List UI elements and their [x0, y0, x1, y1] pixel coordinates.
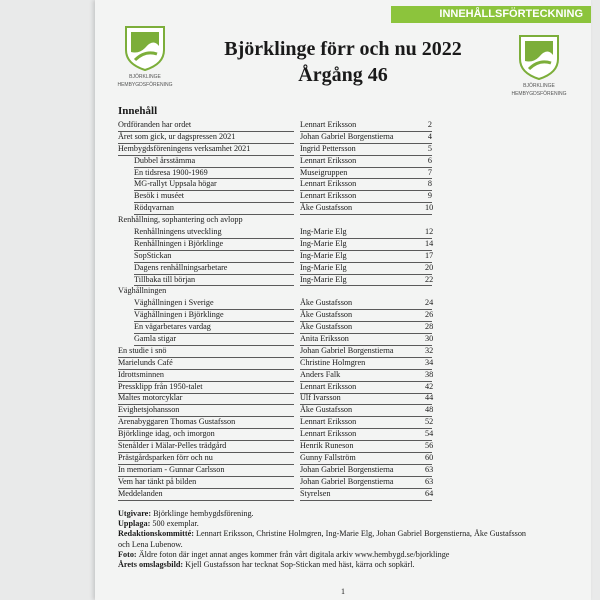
toc-entry-author: Johan Gabriel Borgenstierna — [300, 464, 425, 477]
toc-entry-page: 10 — [425, 202, 432, 215]
toc-entry-title: Gamla stigar — [134, 333, 294, 346]
toc-entry-page: 22 — [425, 274, 432, 287]
toc-entry-author: Ing-Marie Elg — [300, 274, 425, 287]
section-header-bar: INNEHÅLLSFÖRTECKNING — [391, 6, 591, 23]
toc-entry-page: 20 — [425, 262, 432, 275]
toc-entry — [118, 404, 538, 416]
toc-entry — [118, 178, 538, 190]
toc-entry-title: Renhållning, sophantering och avlopp — [118, 215, 243, 225]
toc-entry-author: Johan Gabriel Borgenstierna — [300, 131, 425, 144]
toc-entry — [118, 369, 538, 381]
toc-entry-title: En studie i snö — [118, 345, 294, 358]
toc-entry-title: Väghållningen i Björklinge — [134, 309, 294, 322]
toc-entry — [118, 143, 538, 155]
toc-entry-author: Lennart Eriksson — [300, 155, 425, 168]
toc-entry-title: En vägarbetares vardag — [134, 321, 294, 334]
toc-entry-page: 24 — [425, 297, 432, 310]
toc-entry-page: 8 — [425, 178, 432, 191]
toc-entry-page: 63 — [425, 476, 432, 489]
toc-entry-page: 4 — [425, 131, 432, 144]
toc-entry-page: 5 — [425, 143, 432, 156]
logo-caption-line2: HEMBYGDSFÖRENING — [117, 82, 173, 88]
toc-entry-title: Året som gick, ur dagspressen 2021 — [118, 131, 294, 144]
toc-entry-author: Ing-Marie Elg — [300, 226, 425, 239]
toc-entry-page: 42 — [425, 381, 432, 394]
toc-entry-title: Prästgårdsparken förr och nu — [118, 452, 294, 465]
toc-entry-page: 60 — [425, 452, 432, 465]
toc-entry-title: Tillbaka till början — [134, 274, 294, 287]
toc-entry — [118, 250, 538, 262]
toc-entry — [118, 345, 538, 357]
toc-entry-author: Lennart Eriksson — [300, 119, 425, 132]
toc-entry-page: 12 — [425, 226, 432, 239]
toc-entry-title: Maltes motorcyklar — [118, 392, 294, 405]
toc-entry-page: 48 — [425, 404, 432, 417]
logo-caption-line1: BJÖRKLINGE — [523, 83, 555, 89]
toc-entry-author: Lennart Eriksson — [300, 190, 425, 203]
toc-entry-title: Stenålder i Mälar-Pelles trädgård — [118, 440, 294, 453]
toc-entry-title: SopStickan — [134, 250, 294, 263]
toc-entry-author: Ing-Marie Elg — [300, 250, 425, 263]
toc-entry-author: Johan Gabriel Borgenstierna — [300, 476, 425, 489]
toc-entry — [118, 167, 538, 179]
toc-entry-title: Hembygdsföreningens verksamhet 2021 — [118, 143, 294, 156]
section-heading: Innehåll — [118, 105, 158, 117]
toc-entry — [118, 488, 538, 500]
toc-entry — [118, 297, 538, 309]
toc-entry-page: 2 — [425, 119, 432, 132]
document-page — [95, 0, 591, 600]
toc-entry-page: 9 — [425, 190, 432, 203]
toc-entry — [118, 464, 538, 476]
toc-entry — [118, 274, 538, 286]
page-number: 1 — [341, 587, 345, 596]
toc-entry — [118, 357, 538, 369]
toc-entry-title: Renhållningen i Björklinge — [134, 238, 294, 251]
toc-entry-page: 63 — [425, 464, 432, 477]
toc-entry-author: Lennart Eriksson — [300, 178, 425, 191]
toc-entry-page: 38 — [425, 369, 432, 382]
toc-entry-title: Dubbel årsstämma — [134, 155, 294, 168]
toc-entry-author: Ulf Ivarsson — [300, 392, 425, 405]
toc-entry-title: Dagens renhållningsarbetare — [134, 262, 294, 275]
toc-entry-page: 54 — [425, 428, 432, 441]
toc-section-heading — [118, 285, 538, 297]
toc-entry — [118, 202, 538, 214]
table-of-contents — [118, 119, 538, 500]
toc-entry-title: Vem har tänkt på bilden — [118, 476, 294, 489]
toc-entry-page: 14 — [425, 238, 432, 251]
toc-entry-title: Väghållningen i Sverige — [134, 297, 294, 310]
toc-entry-title: Rödqvarnan — [134, 202, 294, 215]
toc-entry — [118, 428, 538, 440]
page-title: Björklinge förr och nu 2022 — [224, 38, 462, 60]
toc-entry-title: Meddelanden — [118, 488, 294, 501]
toc-entry-page: 6 — [425, 155, 432, 168]
toc-entry — [118, 131, 538, 143]
toc-entry-page: 26 — [425, 309, 432, 322]
toc-entry-title: MG-rallyt Uppsala högar — [134, 178, 294, 191]
toc-entry-title: Ordföranden har ordet — [118, 119, 294, 132]
toc-entry-author: Anders Falk — [300, 369, 425, 382]
toc-entry — [118, 381, 538, 393]
toc-entry-page: 44 — [425, 392, 432, 405]
toc-entry-page: 28 — [425, 321, 432, 334]
toc-entry-title: Evighetsjohansson — [118, 404, 294, 417]
toc-entry-title: Väghållningen — [118, 286, 167, 296]
toc-entry — [118, 333, 538, 345]
toc-entry-title: Marielunds Café — [118, 357, 294, 370]
page-subtitle: Årgång 46 — [298, 64, 388, 86]
toc-entry-author: Styrelsen — [300, 488, 425, 501]
toc-entry-author: Lennart Eriksson — [300, 416, 425, 429]
toc-entry-author: Åke Gustafsson — [300, 404, 425, 417]
toc-entry-author: Ing-Marie Elg — [300, 262, 425, 275]
cover-image-line: Årets omslagsbild: Kjell Gustafsson har tecknat Sop-Stickan med häst, kärra och sopkärl. — [118, 560, 415, 570]
toc-entry-author: Åke Gustafsson — [300, 297, 425, 310]
toc-entry-author: Anita Eriksson — [300, 333, 425, 346]
toc-entry-title: Arenabyggaren Thomas Gustafsson — [118, 416, 294, 429]
toc-entry-author: Lennart Eriksson — [300, 428, 425, 441]
toc-entry — [118, 476, 538, 488]
toc-entry-title: En tidsresa 1900-1969 — [134, 167, 294, 180]
toc-entry-page: 7 — [425, 167, 432, 180]
toc-entry-page: 56 — [425, 440, 432, 453]
editorial-committee-line: Redaktionskommitté: Lennart Eriksson, Christine Holmgren, Ing-Marie Elg, Johan Gabriel Borgenstierna, Åke Gustafsson och Lena Lubenow. — [118, 529, 527, 549]
toc-entry — [118, 238, 538, 250]
toc-entry-page: 17 — [425, 250, 432, 263]
toc-entry-author: Lennart Eriksson — [300, 381, 425, 394]
toc-entry — [118, 452, 538, 464]
toc-entry — [118, 321, 538, 333]
edition-line: Upplaga: 500 exemplar. — [118, 519, 199, 529]
toc-entry — [118, 190, 538, 202]
toc-entry-title: Pressklipp från 1950-talet — [118, 381, 294, 394]
toc-entry-title: Besök i muséet — [134, 190, 294, 203]
toc-entry-author: Johan Gabriel Borgenstierna — [300, 345, 425, 358]
toc-entry-title: Renhållningens utveckling — [134, 226, 294, 239]
toc-entry — [118, 416, 538, 428]
toc-entry-author: Åke Gustafsson — [300, 321, 425, 334]
toc-entry-title: Björklinge idag, och imorgon — [118, 428, 294, 441]
toc-section-heading — [118, 214, 538, 226]
toc-entry-author: Åke Gustafsson — [300, 309, 425, 322]
toc-entry — [118, 155, 538, 167]
toc-entry-title: Idrottsminnen — [118, 369, 294, 382]
toc-entry-author: Gunny Fallström — [300, 452, 425, 465]
toc-entry — [118, 119, 538, 131]
toc-entry-author: Ingrid Pettersson — [300, 143, 425, 156]
toc-entry — [118, 440, 538, 452]
toc-entry — [118, 309, 538, 321]
toc-entry-author: Christine Holmgren — [300, 357, 425, 370]
photo-credit-line: Foto: Äldre foton där inget annat anges kommer från vårt digitala arkiv www.hembygd.se/bjorklinge — [118, 549, 450, 559]
toc-entry-page: 64 — [425, 488, 432, 501]
toc-entry-page: 30 — [425, 333, 432, 346]
toc-entry-page: 34 — [425, 357, 432, 370]
logo-caption-line1: BJÖRKLINGE — [129, 74, 161, 80]
toc-entry-author: Ing-Marie Elg — [300, 238, 425, 251]
toc-entry-title: In memoriam - Gunnar Carlsson — [118, 464, 294, 477]
toc-entry — [118, 392, 538, 404]
toc-entry-author: Museigruppen — [300, 167, 425, 180]
toc-entry — [118, 226, 538, 238]
toc-entry-page: 32 — [425, 345, 432, 358]
toc-entry — [118, 262, 538, 274]
toc-entry-author: Åke Gustafsson — [300, 202, 425, 215]
publisher-line: Utgivare: Björklinge hembygdsförening. — [118, 509, 254, 518]
colophon — [118, 509, 538, 570]
toc-entry-page: 52 — [425, 416, 432, 429]
logo-caption-line2: HEMBYGDSFÖRENING — [511, 91, 567, 97]
toc-entry-author: Henrik Runeson — [300, 440, 425, 453]
